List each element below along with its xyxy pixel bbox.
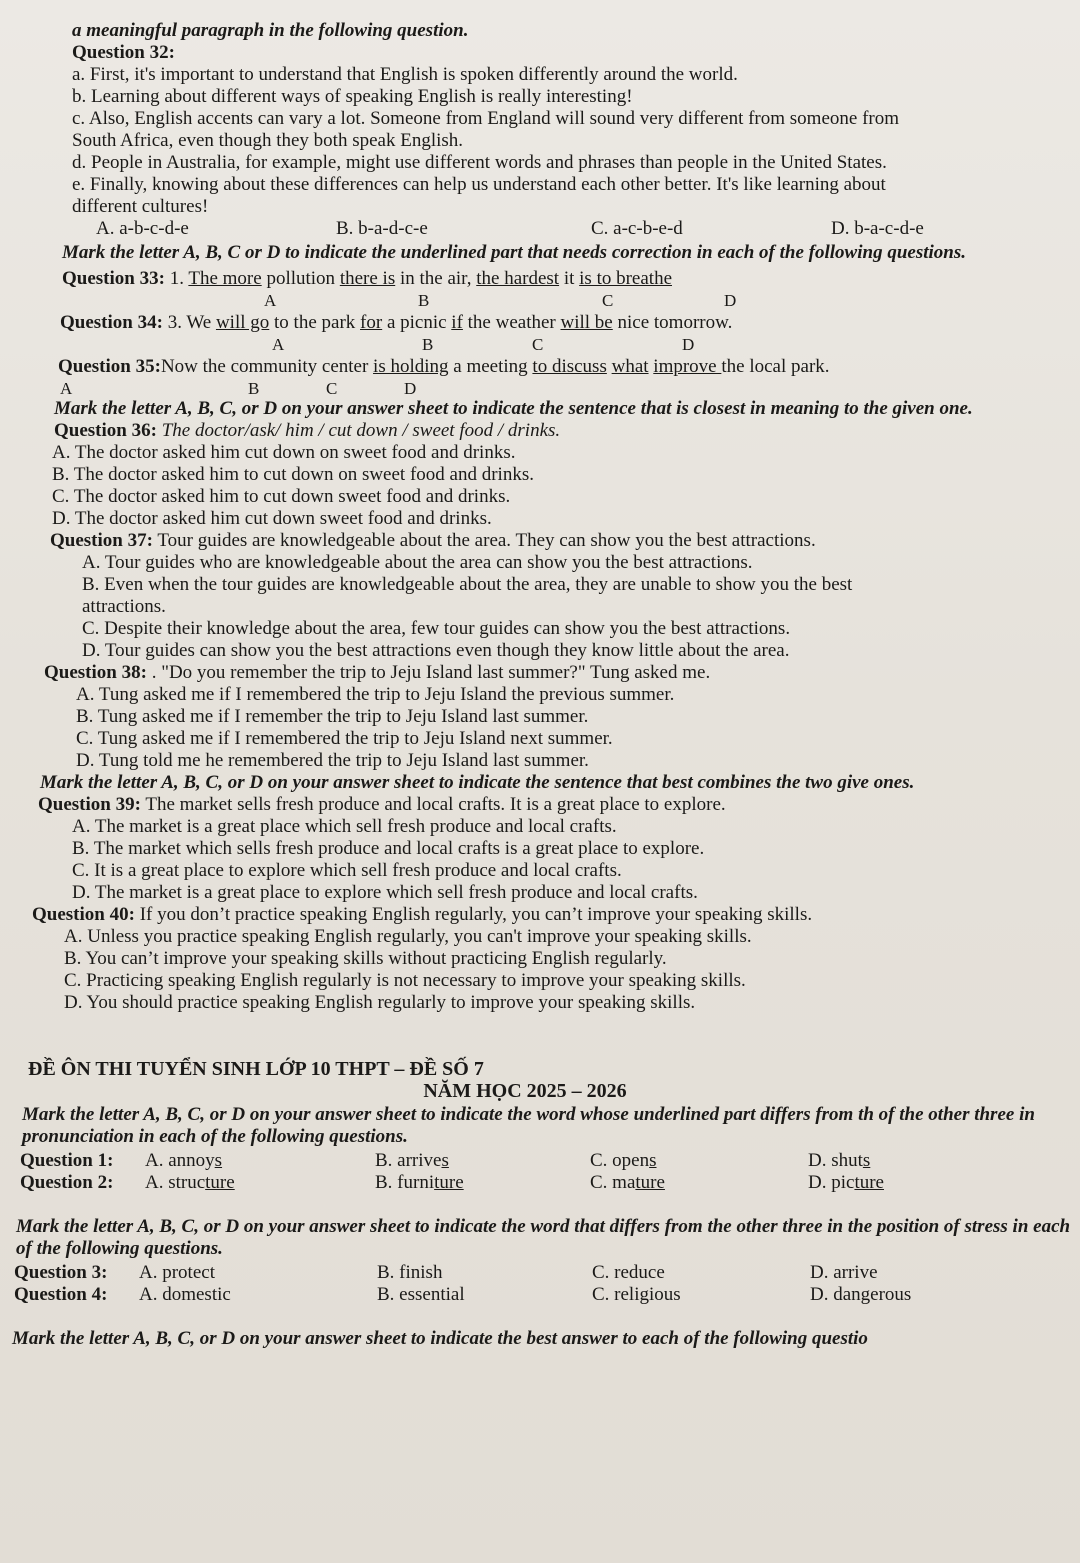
- q1-option-b[interactable]: [375, 1150, 590, 1172]
- q37-label: Question 37:: [50, 530, 153, 551]
- q32-e2: different cultures!: [72, 196, 209, 217]
- q34-letter-c: C: [532, 335, 544, 354]
- q4-option-d[interactable]: D. dangerous: [810, 1284, 912, 1305]
- q3-option-c[interactable]: C. reduce: [592, 1262, 665, 1283]
- q35-letters: [58, 378, 1072, 396]
- q34-letter-a: A: [272, 335, 285, 354]
- q34-underline-c[interactable]: if: [451, 312, 463, 333]
- q36-option-d[interactable]: D. The doctor asked him cut down sweet food and drinks.: [52, 508, 492, 529]
- q33-letter-b: B: [418, 291, 430, 310]
- q33-text: pollution: [261, 268, 340, 289]
- q1-option-c-underline: s: [649, 1150, 657, 1171]
- q2-option-d[interactable]: [808, 1172, 884, 1194]
- q32-block: [72, 64, 1072, 240]
- q4-line: [14, 1284, 1072, 1306]
- q33-letter-c: C: [602, 291, 614, 310]
- q2-option-a-underline: ture: [205, 1172, 235, 1193]
- q34-text: a picnic: [382, 312, 452, 333]
- q32-option-d[interactable]: D. b-a-c-d-e: [831, 218, 924, 239]
- intro-instruction: a meaningful paragraph in the following question.: [72, 20, 469, 41]
- q2-option-b-underline: ture: [434, 1172, 464, 1193]
- q35-letter-c: C: [326, 379, 338, 398]
- q35-text: a meeting: [448, 356, 533, 377]
- q35-letter-b: B: [248, 379, 260, 398]
- q32-option-c[interactable]: C. a-c-b-e-d: [591, 218, 683, 239]
- q1-label: Question 1:: [20, 1150, 114, 1171]
- q38-option-d[interactable]: D. Tung told me he remembered the trip to Jeju Island last summer.: [76, 750, 589, 771]
- q32-option-b[interactable]: B. b-a-d-c-e: [336, 218, 428, 239]
- q37-option-c[interactable]: C. Despite their knowledge about the area, few tour guides can show you the best attractions.: [82, 618, 791, 639]
- instruction-combine: Mark the letter A, B, C, or D on your answer sheet to indicate the sentence that best combines the two give ones.: [40, 772, 915, 793]
- q36-prompt: The doctor/ask/ him / cut down / sweet food / drinks.: [161, 420, 561, 441]
- q39-option-b[interactable]: B. The market which sells fresh produce and local crafts is a great place to explore.: [72, 838, 705, 859]
- q33-letter-d: D: [724, 291, 737, 310]
- q1-option-b-underline: s: [441, 1150, 449, 1171]
- q33-underline-d[interactable]: is to breathe: [579, 268, 672, 289]
- q40-option-d[interactable]: D. You should practice speaking English regularly to improve your speaking skills.: [64, 992, 696, 1013]
- q40-option-c[interactable]: C. Practicing speaking English regularly is not necessary to improve your speaking skills.: [64, 970, 746, 991]
- q40-line: [32, 904, 1072, 926]
- q3-line: [14, 1262, 1072, 1284]
- q2-option-d-underline: ture: [854, 1172, 884, 1193]
- instruction-closest: Mark the letter A, B, C, or D on your answer sheet to indicate the sentence that is closest in meaning to the given one.: [54, 398, 973, 419]
- q36-option-b[interactable]: B. The doctor asked him to cut down on sweet food and drinks.: [52, 464, 534, 485]
- q2-option-c-text: C. ma: [590, 1172, 636, 1193]
- q39-option-d[interactable]: D. The market is a great place to explore which sell fresh produce and local crafts.: [72, 882, 698, 903]
- q38-label: Question 38:: [44, 662, 147, 683]
- q33-text: 1.: [169, 268, 189, 289]
- q40-options: [64, 926, 1072, 1014]
- q33-label: Question 33:: [62, 268, 165, 289]
- q34-underline-b[interactable]: for: [360, 312, 383, 333]
- q34-text: 3. We: [162, 312, 216, 333]
- q34-letters: [60, 334, 1072, 352]
- q33-letters: [62, 290, 1072, 308]
- q2-option-b-text: B. furni: [375, 1172, 435, 1193]
- q35-line: [58, 356, 1072, 378]
- q33-text: it: [559, 268, 580, 289]
- q37-option-b-cont: attractions.: [82, 596, 166, 617]
- q32-label: Question 32:: [72, 42, 175, 63]
- q36-label: Question 36:: [54, 420, 157, 441]
- q39-label: Question 39:: [38, 794, 141, 815]
- q1-option-d[interactable]: [808, 1150, 870, 1172]
- q39-prompt: The market sells fresh produce and local crafts. It is a great place to explore.: [140, 794, 726, 815]
- q2-option-b[interactable]: [375, 1172, 590, 1194]
- q40-option-a[interactable]: A. Unless you practice speaking English regularly, you can't improve your speaking skills.: [64, 926, 752, 947]
- q37-option-d[interactable]: D. Tour guides can show you the best attractions even though they know little about the area.: [82, 640, 790, 661]
- q1-option-c-text: C. open: [590, 1150, 650, 1171]
- q32-option-a[interactable]: A. a-b-c-d-e: [96, 218, 189, 239]
- q1-option-b-text: B. arrive: [375, 1150, 442, 1171]
- q34-text: nice tomorrow.: [612, 312, 733, 333]
- q2-option-d-text: D. pic: [808, 1172, 855, 1193]
- q36-option-c[interactable]: C. The doctor asked him to cut down sweet food and drinks.: [52, 486, 511, 507]
- q1-option-a-underline: s: [214, 1150, 223, 1171]
- q34-underline-d[interactable]: will be: [560, 312, 613, 333]
- exam-year: NĂM HỌC 2025 – 2026: [423, 1080, 627, 1102]
- q3-label: Question 3:: [14, 1262, 108, 1283]
- q4-option-b[interactable]: B. essential: [377, 1284, 465, 1305]
- q39-line: [38, 794, 1072, 816]
- q32-b: b. Learning about different ways of speaking English is really interesting!: [72, 86, 633, 107]
- q32-c1: c. Also, English accents can vary a lot. Someone from England will sound very different from someone from: [72, 108, 900, 129]
- q35-text: the local park.: [721, 356, 830, 377]
- q35-letter-a: A: [60, 379, 73, 398]
- instruction-pronunciation: Mark the letter A, B, C, or D on your answer sheet to indicate the word whose underlined part differs from th of the other three in pronunciation in each of the following questions.: [22, 1104, 1035, 1147]
- q39-option-c[interactable]: C. It is a great place to explore which sell fresh produce and local crafts.: [72, 860, 622, 881]
- q1-option-d-underline: s: [862, 1150, 871, 1171]
- q40-label: Question 40:: [32, 904, 135, 925]
- q38-prompt: . "Do you remember the trip to Jeju Island last summer?" Tung asked me.: [146, 662, 711, 683]
- q35-underline-c[interactable]: what: [611, 356, 649, 377]
- q32-options: [72, 218, 1072, 240]
- q33-text: in the air,: [395, 268, 477, 289]
- q38-option-b[interactable]: B. Tung asked me if I remember the trip to Jeju Island last summer.: [76, 706, 589, 727]
- q33-underline-a[interactable]: The more: [188, 268, 262, 289]
- q35-underline-d[interactable]: improve: [653, 356, 722, 377]
- q35-text: Now the community center: [160, 356, 374, 377]
- q39-options: [72, 816, 1072, 904]
- q1-option-a-text: A. annoy: [145, 1150, 215, 1171]
- q34-letter-d: D: [682, 335, 695, 354]
- q40-prompt: If you don’t practice speaking English regularly, you can’t improve your speaking skills.: [134, 904, 813, 925]
- q2-option-c[interactable]: [590, 1172, 808, 1194]
- q34-label: Question 34:: [60, 312, 163, 333]
- q3-option-b[interactable]: B. finish: [377, 1262, 443, 1283]
- q37-option-a[interactable]: A. Tour guides who are knowledgeable about the area can show you the best attractions.: [82, 552, 753, 573]
- q4-label: Question 4:: [14, 1284, 108, 1305]
- q38-option-c[interactable]: C. Tung asked me if I remembered the trip to Jeju Island next summer.: [76, 728, 613, 749]
- q32-a: a. First, it's important to understand that English is spoken differently around the world.: [72, 64, 738, 85]
- q37-line: [50, 530, 1072, 552]
- q36-line: [54, 420, 1072, 442]
- q33-underline-c[interactable]: the hardest: [476, 268, 560, 289]
- q34-text: to the park: [269, 312, 361, 333]
- q34-text: the weather: [462, 312, 561, 333]
- q1-option-a[interactable]: [145, 1150, 375, 1172]
- q34-line: [60, 312, 1072, 334]
- q32-c2: South Africa, even though they both speak English.: [72, 130, 464, 151]
- instruction-best-answer: Mark the letter A, B, C, or D on your answer sheet to indicate the best answer to each of the following questio: [12, 1328, 868, 1349]
- q40-option-b[interactable]: B. You can’t improve your speaking skills without practicing English regularly.: [64, 948, 667, 969]
- instruction-stress: Mark the letter A, B, C, or D on your answer sheet to indicate the word that differs from the other three in the position of stress in each of the following questions.: [16, 1216, 1071, 1259]
- q35-underline-a[interactable]: is holding: [373, 356, 449, 377]
- q33-line: [62, 268, 1072, 290]
- q1-option-d-text: D. shut: [808, 1150, 863, 1171]
- q33-letter-a: A: [264, 291, 277, 310]
- q4-option-c[interactable]: C. religious: [592, 1284, 681, 1305]
- q36-options: [52, 442, 1072, 530]
- q3-option-a[interactable]: A. protect: [139, 1262, 215, 1283]
- instruction-correction: Mark the letter A, B, C or D to indicate the underlined part that needs correction in each of the following questions.: [62, 242, 966, 263]
- q39-option-a[interactable]: A. The market is a great place which sell fresh produce and local crafts.: [72, 816, 617, 837]
- q37-prompt: Tour guides are knowledgeable about the area. They can show you the best attractions.: [152, 530, 816, 551]
- q36-option-a[interactable]: A. The doctor asked him cut down on sweet food and drinks.: [52, 442, 516, 463]
- q2-label: Question 2:: [20, 1172, 114, 1193]
- q32-e1: e. Finally, knowing about these differences can help us understand each other better. It's like learning about: [72, 174, 886, 195]
- q1-line: [20, 1150, 1072, 1172]
- q38-option-a[interactable]: A. Tung asked me if I remembered the trip to Jeju Island the previous summer.: [76, 684, 675, 705]
- q2-option-c-underline: ture: [635, 1172, 665, 1193]
- q4-option-a[interactable]: A. domestic: [139, 1284, 231, 1305]
- q35-underline-b[interactable]: to discuss: [532, 356, 607, 377]
- q2-line: [20, 1172, 1072, 1194]
- q37-options: [82, 552, 1072, 662]
- q37-option-b[interactable]: B. Even when the tour guides are knowledgeable about the area, they are unable to show you the best: [82, 574, 853, 595]
- q3-option-d[interactable]: D. arrive: [810, 1262, 878, 1283]
- q38-line: [44, 662, 1072, 684]
- exam-title: ĐỀ ÔN THI TUYỂN SINH LỚP 10 THPT – ĐỀ SỐ 7: [28, 1058, 484, 1080]
- q34-underline-a[interactable]: will go: [215, 312, 270, 333]
- q35-label: Question 35:: [58, 356, 161, 377]
- q33-underline-b[interactable]: there is: [339, 268, 396, 289]
- q2-option-a[interactable]: [145, 1172, 375, 1194]
- q34-letter-b: B: [422, 335, 434, 354]
- q32-d: d. People in Australia, for example, might use different words and phrases than people in the United States.: [72, 152, 887, 173]
- q2-option-a-text: A. struc: [145, 1172, 206, 1193]
- q38-options: [76, 684, 1072, 772]
- q35-letter-d: D: [404, 379, 417, 398]
- q1-option-c[interactable]: [590, 1150, 808, 1172]
